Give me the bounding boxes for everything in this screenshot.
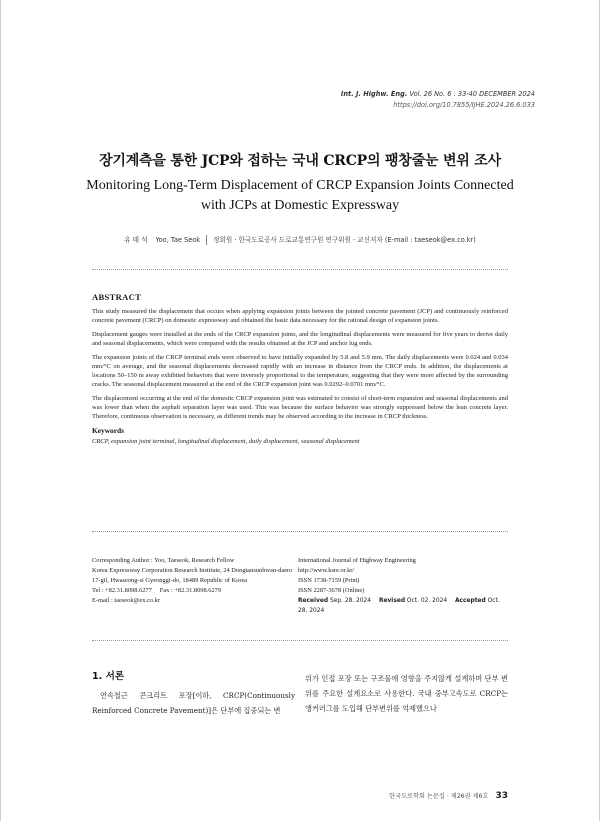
keywords-heading: Keywords: [92, 426, 125, 435]
body-column-left: [92, 668, 295, 718]
received-date: Sep. 28. 2024: [329, 598, 372, 604]
author-name-english: Yoo, Tae Seok: [155, 236, 201, 244]
divider-top: [92, 269, 508, 270]
journal-info-line: International Journal of Highway Engineering: [298, 557, 416, 564]
body-text: 위가 인접 포장 또는 구조물에 영향을 주지않게 설계하며 단부 변위를 주요한 설계요소로 사용한다. 국내 중부고속도로 CRCP는 앵커러그를 도입해 단부변위를 억제했으나: [305, 674, 508, 713]
body-column-right: [305, 668, 508, 718]
journal-info-line: ISSN 1738-7159 (Print): [298, 577, 360, 584]
section-heading: 1. 서론: [92, 671, 125, 682]
footer-journal: 한국도로학회 논문집 · 제26권 제6호: [389, 793, 489, 800]
author-affiliation: 정회원 · 한국도로공사 도로교통연구원 연구위원 · 교신저자 (E-mail : taeseok@ex.co.kr): [213, 236, 476, 244]
divider-bottom: [92, 640, 508, 641]
abstract-section: [92, 292, 508, 445]
body-text: 연속철근 콘크리트 포장[이하, CRCP(Continuously Reinforced Concrete Pavement)]은 단부에 집중되는 변: [92, 691, 295, 715]
corresponding-email[interactable]: E-mail : taeseok@ex.co.kr: [92, 597, 160, 604]
history-dates: [298, 596, 508, 616]
doi-link[interactable]: https://doi.org/10.7855/IJHE.2024.26.6.033: [393, 101, 535, 109]
abstract-paragraph: Displacement gauges were installed at the ends of the CRCP expansion joints, and the longitudinal displacements were measured for five years to derive daily and seasonal displacements, which were compared with the results obtained at the JCP and anchor lug ends.: [92, 331, 508, 347]
abstract-paragraph: The displacement occurring at the end of the domestic CRCP expansion joint was estimated to consist of short-term expansion and seasonal displacements and was lower than when the asphalt separation layer was used. This was because the surface behavior was strongly suppressed below the lean concrete layer. Therefore, continuous observation is necessary, as different trends may be observed according to the increase in CRCP thickness.: [92, 395, 508, 420]
abstract-heading: ABSTRACT: [92, 292, 142, 302]
corresponding-line: Tel : +82.31.8098.6277 Fax : +82.31.8098.6279: [92, 587, 222, 594]
abstract-paragraph: This study measured the displacement that occurs when applying expansion joints between the jointed concrete pavement (JCP) and continuously reinforced concrete pavement (CRCP) on domestic expressway and obtained the basic data necessary for the rational design of expansion joints.: [92, 308, 508, 324]
keywords-list: CRCP, expansion joint terminal, longitudinal displacement, daily displacement, seasonal displacement: [92, 438, 360, 445]
journal-url[interactable]: http://www.ksre.or.kr/: [298, 567, 355, 574]
received-label: Received: [298, 598, 329, 604]
revised-date: Oct. 02. 2024: [406, 598, 448, 604]
corresponding-line: Corresponding Author : Yoo, Taeseok, Research Fellow: [92, 557, 235, 564]
corresponding-line: Korea Expressway Corporation Research Institute, 24 Dongtansunhwan-daero 17-gil, Hwaseong-si Gyeonggi-do, 18489 Republic of Korea: [92, 567, 293, 584]
author-separator: [206, 235, 207, 245]
introduction-section: [92, 668, 508, 718]
page-number: 33: [495, 791, 508, 801]
journal-info-line: ISSN 2287-3678 (Online): [298, 587, 365, 594]
title-english: Monitoring Long-Term Displacement of CRCP Expansion Joints Connected with JCPs at Domestic Expressway: [86, 178, 514, 213]
author-line: [1, 234, 599, 245]
journal-info-block: [298, 556, 508, 616]
accepted-date: Oct. 28. 2024: [298, 598, 500, 614]
title-korean: 장기계측을 통한 JCP와 접하는 국내 CRCP의 팽창줄눈 변위 조사: [99, 153, 501, 169]
article-info: [92, 556, 508, 616]
page-footer: [389, 791, 508, 801]
journal-abbrev: Int. J. Highw. Eng.: [340, 90, 408, 98]
corresponding-author-block: [92, 556, 297, 616]
journal-volume: Vol. 26 No. 6 : 33-40 DECEMBER 2024: [409, 90, 535, 98]
author-name-korean: 유 태 석: [124, 236, 148, 244]
divider-mid: [92, 531, 508, 532]
accepted-label: Accepted: [454, 598, 486, 604]
journal-citation: [341, 89, 535, 111]
revised-label: Revised: [378, 598, 406, 604]
abstract-paragraph: The expansion joints of the CRCP terminal ends were observed to have initially expanded by 5.8 and 5.9 mm. The daily displacements were 0.024 and 0.034 mm/°C on average, and the seasonal displacements decreased rapidly with an increase in distance from the CRCP ends. In addition, the displacements at locations 50–150 m away exhibited behaviors that were inversely proportional to the temperature, suggesting that they were more affected by the surrounding cracks. The seasonal displacement measured at the end of the CRCP expansion joint was 0.0292–0.0701 mm/°C.: [92, 354, 508, 388]
